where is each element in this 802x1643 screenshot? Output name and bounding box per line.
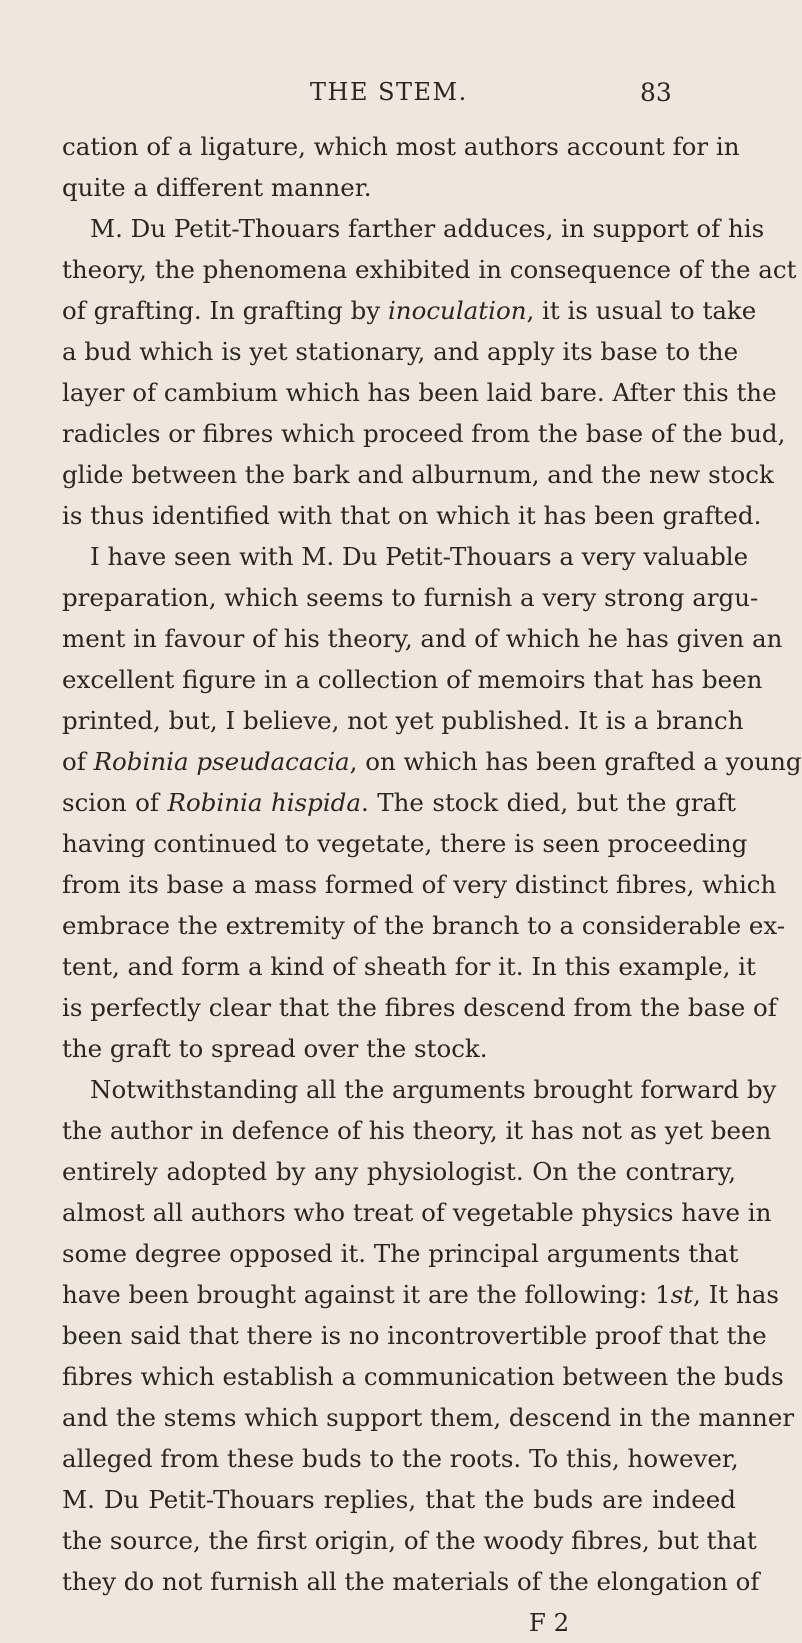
text-line: the author in defence of his theory, it has not as yet been — [62, 1116, 772, 1145]
page-header — [0, 78, 800, 118]
text-line: glide between the bark and alburnum, and the new stock — [62, 460, 774, 489]
text-line: they do not furnish all the materials of the elongation of — [62, 1567, 760, 1596]
signature-mark: F 2 — [528, 1608, 570, 1637]
running-title: THE STEM. — [310, 78, 468, 106]
text-line: been said that there is no incontrovertible proof that the — [62, 1321, 767, 1350]
text-line: embrace the extremity of the branch to a considerable ex- — [62, 911, 786, 940]
text-line: tent, and form a kind of sheath for it. In this example, it — [62, 952, 756, 981]
text-line: cation of a ligature, which most authors account for in — [62, 132, 740, 161]
page-number: 83 — [640, 78, 672, 107]
text-line: Notwithstanding all the arguments brought forward by — [90, 1075, 777, 1104]
text-line: radicles or fibres which proceed from the base of the bud, — [62, 419, 786, 448]
text-line: and the stems which support them, descend in the manner — [62, 1403, 795, 1432]
text-line: theory, the phenomena exhibited in consequence of the act — [62, 255, 797, 284]
text-line: scion of Robinia hispida. The stock died, but the graft — [62, 788, 736, 817]
body-text — [62, 126, 802, 1643]
text-line: is thus identified with that on which it has been grafted. — [62, 501, 762, 530]
text-line: almost all authors who treat of vegetable physics have in — [62, 1198, 772, 1227]
text-line: I have seen with M. Du Petit-Thouars a very valuable — [90, 542, 749, 571]
text-line: is perfectly clear that the fibres descend from the base of — [62, 993, 777, 1022]
text-line: some degree opposed it. The principal arguments that — [62, 1239, 739, 1268]
text-line: entirely adopted by any physiologist. On the contrary, — [62, 1157, 736, 1186]
text-line: M. Du Petit-Thouars replies, that the buds are indeed — [62, 1485, 736, 1514]
text-line: fibres which establish a communication between the buds — [62, 1362, 784, 1391]
text-line: the graft to spread over the stock. — [62, 1034, 488, 1063]
text-line: of Robinia pseudacacia, on which has been grafted a young — [62, 747, 802, 776]
text-line: quite a different manner. — [62, 173, 372, 202]
text-line: excellent figure in a collection of memoirs that has been — [62, 665, 763, 694]
text-line: printed, but, I believe, not yet published. It is a branch — [62, 706, 744, 735]
text-line: a bud which is yet stationary, and apply its base to the — [62, 337, 739, 366]
text-line: having continued to vegetate, there is seen proceeding — [62, 829, 748, 858]
text-line: of grafting. In grafting by inoculation, it is usual to take — [62, 296, 757, 325]
text-line: have been brought against it are the following: 1st, It has — [62, 1280, 779, 1309]
text-line: alleged from these buds to the roots. To this, however, — [62, 1444, 739, 1473]
text-line: layer of cambium which has been laid bare. After this the — [62, 378, 777, 407]
text-line: preparation, which seems to furnish a very strong argu- — [62, 583, 759, 612]
text-line: ment in favour of his theory, and of which he has given an — [62, 624, 783, 653]
text-line: the source, the first origin, of the woody fibres, but that — [62, 1526, 757, 1555]
text-line: M. Du Petit-Thouars farther adduces, in support of his — [90, 214, 765, 243]
text-line: from its base a mass formed of very distinct fibres, which — [62, 870, 777, 899]
